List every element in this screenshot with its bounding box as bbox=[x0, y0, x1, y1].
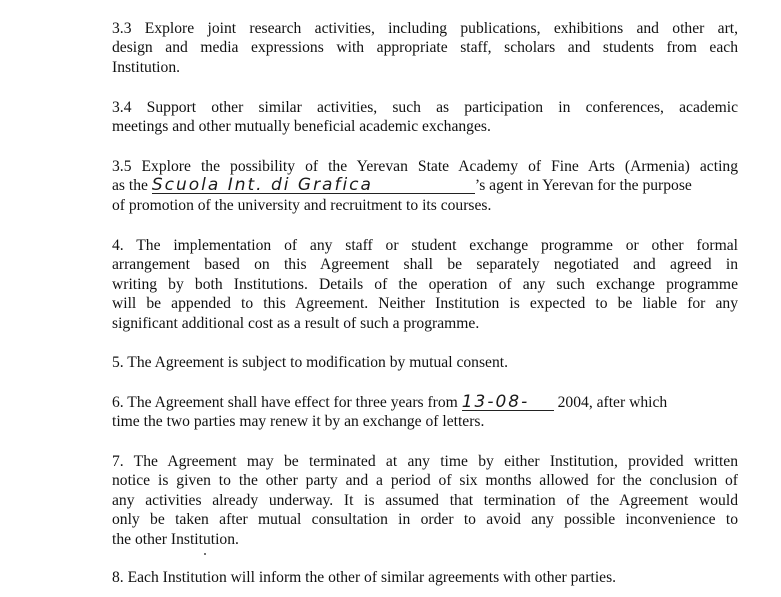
clause-line: any activities already underway. It is assumed that termination of the Agreement would bbox=[112, 491, 738, 509]
clause-line: 4. The implementation of any staff or student exchange programme or other formal bbox=[112, 237, 738, 254]
clause-line: 3.4 Support other similar activities, such as participation in conferences, academic bbox=[112, 99, 738, 116]
handwritten-date: 13-08- bbox=[461, 392, 530, 412]
clause-line: significant additional cost as a result of such a programme. bbox=[112, 314, 480, 332]
clause-line: design and media expressions with appropriate staff, scholars and students from each bbox=[112, 39, 738, 57]
clause-line: meetings and other mutually beneficial academic exchanges. bbox=[112, 118, 491, 136]
clause-line: the other Institution. bbox=[112, 530, 239, 548]
clause-3-5 bbox=[112, 157, 738, 215]
clause-text: as the bbox=[112, 177, 148, 195]
clause-4 bbox=[112, 236, 738, 333]
clause-3-4 bbox=[112, 98, 738, 137]
clause-6 bbox=[112, 393, 738, 432]
clause-line: notice is given to the other party and a period of six months allowed for the conclusion of bbox=[112, 472, 738, 490]
clause-line: only be taken after mutual consultation in order to avoid any possible inconvenience to bbox=[112, 511, 738, 529]
clause-line: Institution. bbox=[112, 58, 181, 76]
agent-institution-blank bbox=[151, 175, 475, 196]
clause-line: of promotion of the university and recruitment to its courses. bbox=[112, 196, 492, 214]
clause-line: arrangement based on this Agreement shall be separately negotiated and agreed in bbox=[112, 256, 738, 274]
clause-text: 2004, after which bbox=[557, 394, 668, 411]
clause-line: 3.5 Explore the possibility of the Yerevan State Academy of Fine Arts (Armenia) acting bbox=[112, 158, 738, 175]
scan-speck bbox=[204, 553, 206, 555]
clause-text: 6. The Agreement shall have effect for three years from bbox=[112, 394, 458, 411]
clause-line-with-blank bbox=[112, 176, 738, 195]
effective-date-blank bbox=[461, 392, 554, 412]
handwritten-institution-name: Scuola Int. di Grafica bbox=[151, 175, 373, 196]
clause-text: ’s agent in Yerevan for the purpose bbox=[474, 177, 692, 195]
clause-line: 7. The Agreement may be terminated at any time by either Institution, provided written bbox=[112, 453, 738, 470]
clause-line: will be appended to this Agreement. Neither Institution is expected to be liable for any bbox=[112, 295, 738, 313]
clause-line: time the two parties may renew it by an exchange of letters. bbox=[112, 413, 485, 431]
clause-8 bbox=[112, 568, 738, 587]
clause-line: 3.3 Explore joint research activities, including publications, exhibitions and other art, bbox=[112, 20, 738, 37]
clause-line: 5. The Agreement is subject to modification by mutual consent. bbox=[112, 354, 508, 371]
clause-line: writing by both Institutions. Details of the operation of any such exchange programme bbox=[112, 275, 738, 293]
clause-line-with-blank bbox=[112, 393, 738, 412]
clause-5 bbox=[112, 353, 738, 372]
clause-3-3 bbox=[112, 19, 738, 77]
clause-line: 8. Each Institution will inform the other of similar agreements with other parties. bbox=[112, 569, 617, 586]
clause-7 bbox=[112, 452, 738, 549]
